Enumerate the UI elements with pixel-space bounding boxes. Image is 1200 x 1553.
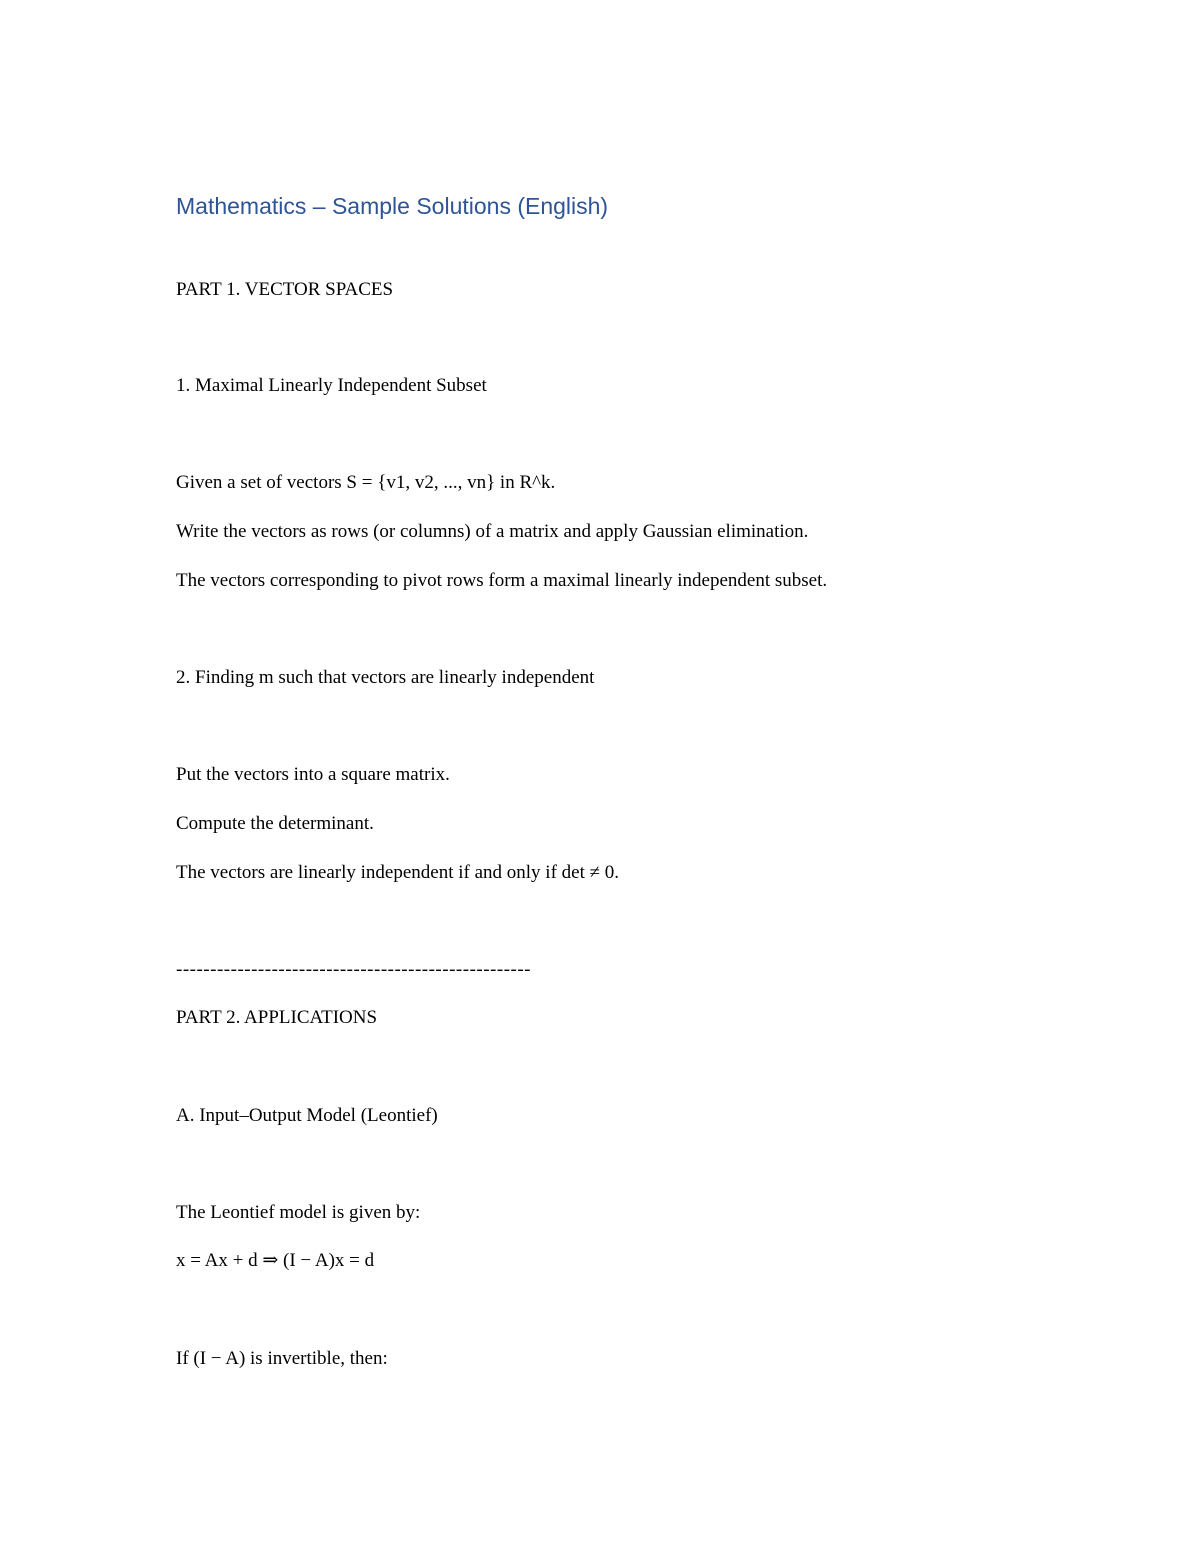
sectionA-heading: A. Input–Output Model (Leontief) xyxy=(176,1105,438,1126)
section2-line: The vectors are linearly independent if and only if det ≠ 0. xyxy=(176,862,620,883)
section1-heading: 1. Maximal Linearly Independent Subset xyxy=(176,375,487,396)
section-divider: ---------------------------------------------------- xyxy=(176,959,532,980)
section2-heading: 2. Finding m such that vectors are linearly independent xyxy=(176,667,595,688)
sectionA-line: The Leontief model is given by: xyxy=(176,1202,421,1223)
section2-line: Compute the determinant. xyxy=(176,813,374,834)
section1-line: Write the vectors as rows (or columns) of a matrix and apply Gaussian elimination. xyxy=(176,521,809,542)
document-title: Mathematics – Sample Solutions (English) xyxy=(176,193,609,219)
invertible-condition: If (I − A) is invertible, then: xyxy=(176,1348,388,1369)
leontief-equation: x = Ax + d ⇒ (I − A)x = d xyxy=(176,1250,375,1271)
part2-heading: PART 2. APPLICATIONS xyxy=(176,1007,378,1028)
section1-line: The vectors corresponding to pivot rows form a maximal linearly independent subset. xyxy=(176,570,828,591)
section2-line: Put the vectors into a square matrix. xyxy=(176,764,450,785)
section1-line: Given a set of vectors S = {v1, v2, ..., vn} in R^k. xyxy=(176,472,556,493)
part1-heading: PART 1. VECTOR SPACES xyxy=(176,279,394,300)
